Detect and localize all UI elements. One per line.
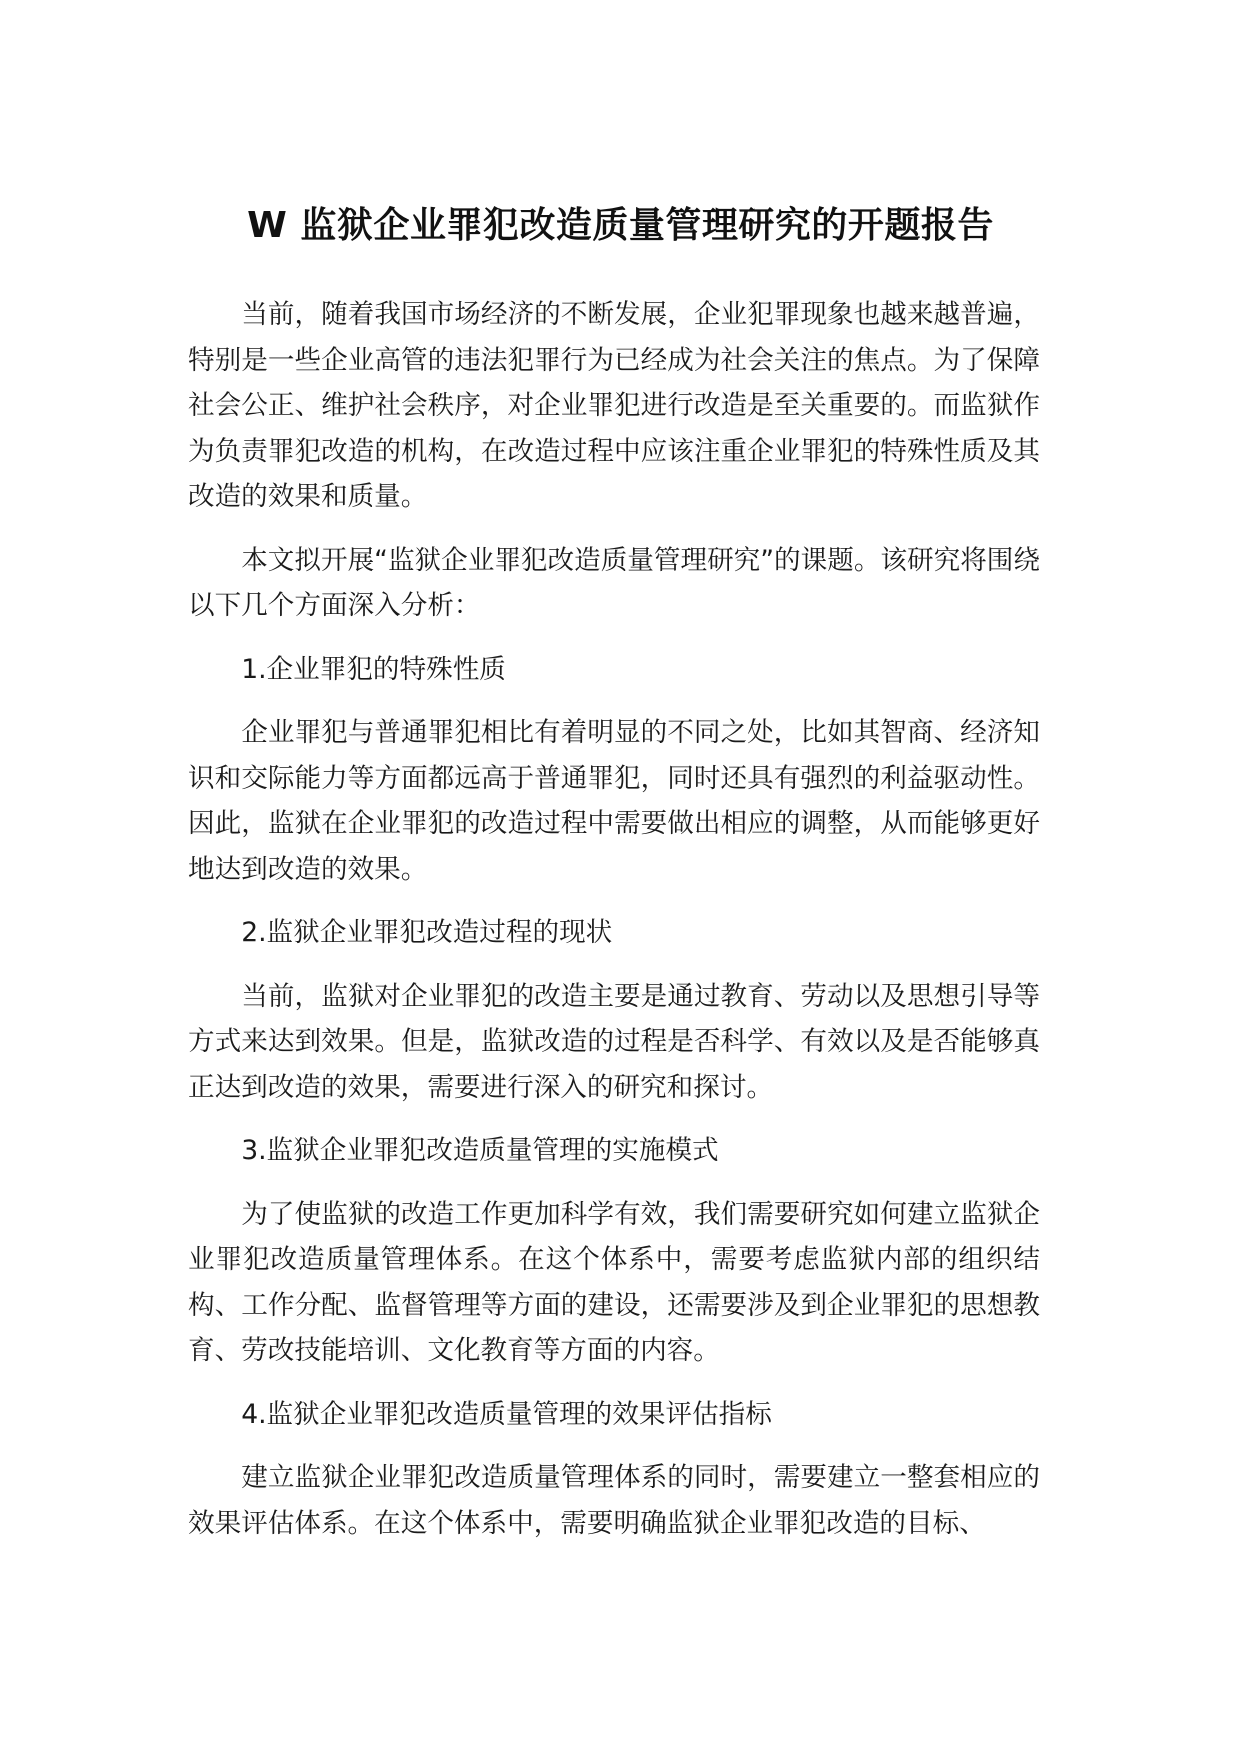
section-heading-2: 2.监狱企业罪犯改造过程的现状 (241, 917, 613, 948)
document-title: W 监狱企业罪犯改造质量管理研究的开题报告 (247, 205, 994, 247)
paragraph-topic: 本文拟开展“监狱企业罪犯改造质量管理研究”的课题。该研究将围绕以下几个方面深入分析： (188, 544, 1040, 621)
paragraph-intro: 当前，随着我国市场经济的不断发展，企业犯罪现象也越来越普遍，特别是一些企业高管的违法犯罪行为已经成为社会关注的焦点。为了保障社会公正、维护社会秩序，对企业罪犯进行改造是至关重要的。而监狱作为负责罪犯改造的机构，在改造过程中应该注重企业罪犯的特殊性质及其改造的效果和质量。 (188, 299, 1040, 512)
document-body (188, 292, 1040, 1564)
section-paragraph-3: 为了使监狱的改造工作更加科学有效，我们需要研究如何建立监狱企业罪犯改造质量管理体系。在这个体系中，需要考虑监狱内部的组织结构、工作分配、监督管理等方面的建设，还需要涉及到企业罪犯的思想教育、劳改技能培训、文化教育等方面的内容。 (188, 1198, 1040, 1366)
section-heading-4: 4.监狱企业罪犯改造质量管理的效果评估指标 (241, 1398, 772, 1430)
section-paragraph-2: 当前，监狱对企业罪犯的改造主要是通过教育、劳动以及思想引导等方式来达到效果。但是，监狱改造的过程是否科学、有效以及是否能够真正达到改造的效果，需要进行深入的研究和探讨。 (188, 980, 1040, 1103)
section-paragraph-4: 建立监狱企业罪犯改造质量管理体系的同时，需要建立一整套相应的效果评估体系。在这个体系中，需要明确监狱企业罪犯改造的目标、 (188, 1462, 1040, 1539)
section-paragraph-1: 企业罪犯与普通罪犯相比有着明显的不同之处，比如其智商、经济知识和交际能力等方面都远高于普通罪犯，同时还具有强烈的利益驱动性。因此，监狱在企业罪犯的改造过程中需要做出相应的调整，从而能够更好地达到改造的效果。 (188, 717, 1040, 885)
section-heading-3: 3.监狱企业罪犯改造质量管理的实施模式 (241, 1135, 719, 1166)
section-heading-1: 1.企业罪犯的特殊性质 (241, 653, 506, 685)
